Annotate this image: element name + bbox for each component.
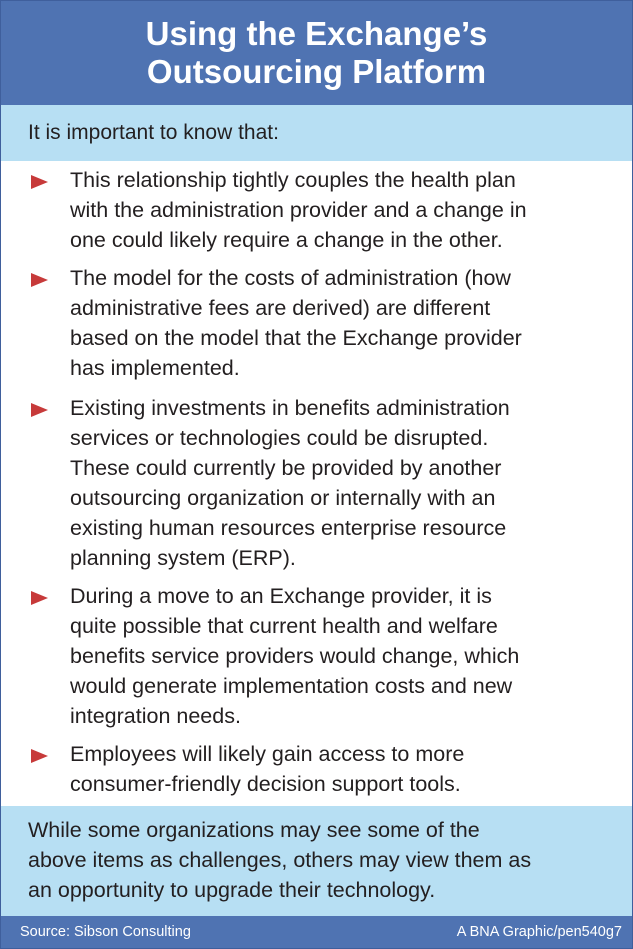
triangle-bullet-icon bbox=[31, 591, 48, 605]
bullet-line: planning system (ERP). bbox=[70, 546, 296, 570]
bullet-line: These could currently be provided by another bbox=[70, 456, 502, 480]
footer-bar bbox=[1, 916, 632, 948]
bullet-line: integration needs. bbox=[70, 704, 241, 728]
closing-line: While some organizations may see some of the bbox=[28, 818, 480, 842]
triangle-bullet-icon bbox=[31, 175, 48, 189]
bullet-line: During a move to an Exchange provider, it is bbox=[70, 584, 492, 608]
bullet-line: quite possible that current health and welfare bbox=[70, 614, 498, 638]
bullet-line: Existing investments in benefits administration bbox=[70, 396, 510, 420]
bullet-line: existing human resources enterprise resource bbox=[70, 516, 507, 540]
bullet-line: outsourcing organization or internally with an bbox=[70, 486, 496, 510]
closing-line: above items as challenges, others may view them as bbox=[28, 848, 532, 872]
bullet-text bbox=[70, 165, 615, 255]
bullet-line: based on the model that the Exchange provider bbox=[70, 326, 522, 350]
bullet-line: The model for the costs of administration (how bbox=[70, 266, 511, 290]
bullet-line: would generate implementation costs and new bbox=[70, 674, 513, 698]
bullet-text bbox=[70, 263, 615, 383]
triangle-bullet-icon bbox=[31, 273, 48, 287]
closing-line: an opportunity to upgrade their technology. bbox=[28, 878, 436, 902]
bullet-line: This relationship tightly couples the health plan bbox=[70, 168, 516, 192]
triangle-bullet-icon bbox=[31, 403, 48, 417]
bullet-line: consumer-friendly decision support tools. bbox=[70, 772, 461, 796]
bullet-line: services or technologies could be disrupted. bbox=[70, 426, 489, 450]
bullet-line: benefits service providers would change, which bbox=[70, 644, 520, 668]
bullet-line: one could likely require a change in the other. bbox=[70, 228, 503, 252]
page-title-line-1: Using the Exchange’s bbox=[145, 15, 488, 52]
bullet-line: Employees will likely gain access to more bbox=[70, 742, 465, 766]
graphic-credit: A BNA Graphic/pen540g7 bbox=[456, 924, 622, 940]
bullet-text bbox=[70, 581, 615, 731]
bullet-line: administrative fees are derived) are different bbox=[70, 296, 491, 320]
page-title-line-2: Outsourcing Platform bbox=[146, 53, 487, 90]
intro-text: It is important to know that: bbox=[1, 105, 632, 161]
bullet-text bbox=[70, 739, 615, 799]
bullet-text bbox=[70, 393, 615, 573]
triangle-bullet-icon bbox=[31, 749, 48, 763]
closing-note bbox=[1, 806, 632, 916]
bullet-line: with the administration provider and a change in bbox=[70, 198, 527, 222]
title-banner bbox=[1, 1, 632, 105]
bullet-line: has implemented. bbox=[70, 356, 240, 380]
source-credit: Source: Sibson Consulting bbox=[20, 924, 191, 940]
